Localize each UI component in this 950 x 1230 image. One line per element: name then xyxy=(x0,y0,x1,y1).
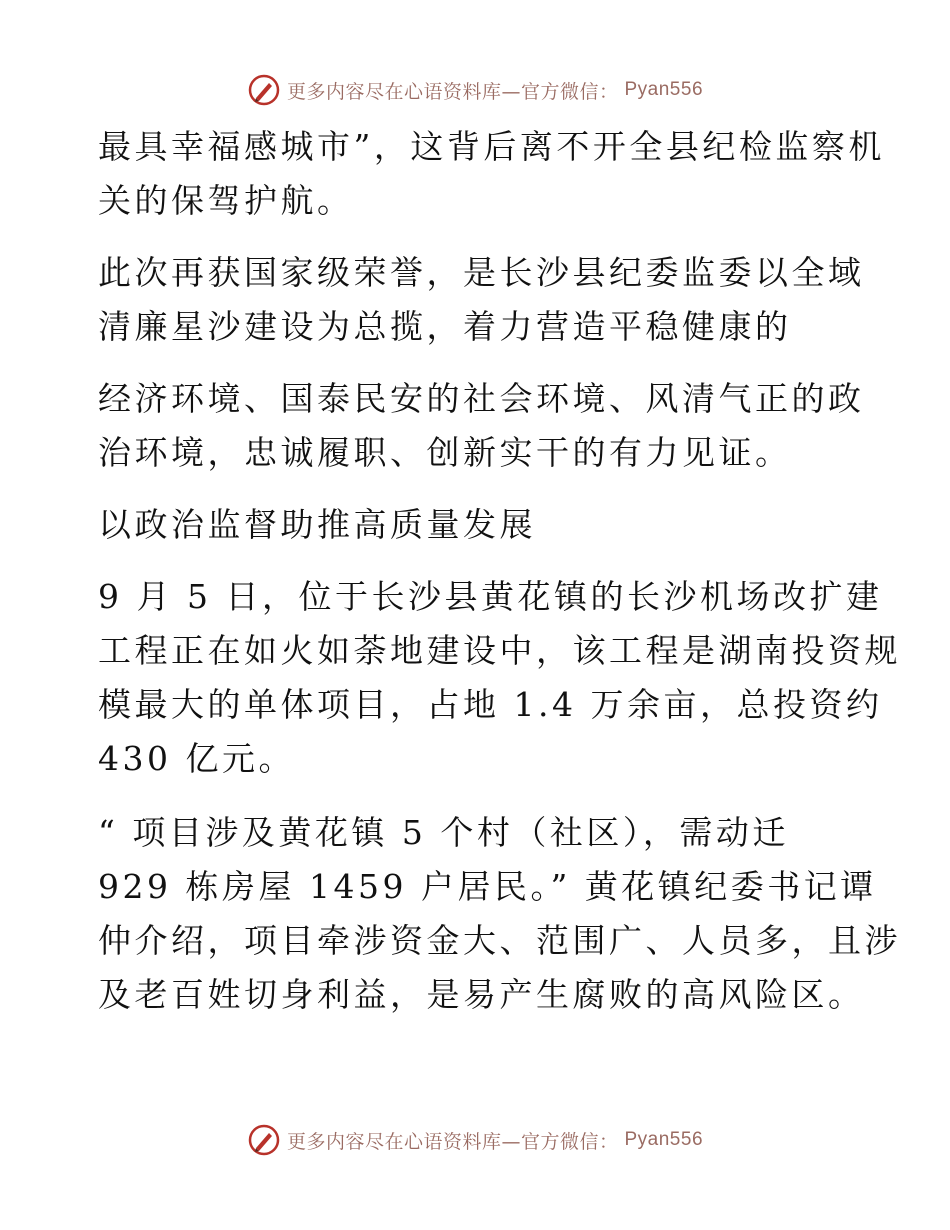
text-line: 模最大的单体项目，占地 1.4 万余亩，总投资约 xyxy=(98,685,883,724)
section-heading xyxy=(98,498,858,552)
text-line: 最具幸福感城市”，这背后离不开全县纪检监察机 xyxy=(98,127,885,166)
text-line: 仲介绍，项目牵涉资金大、范围广、人员多，且涉 xyxy=(98,921,901,960)
paragraph-5 xyxy=(98,806,901,1022)
text-line: 此次再获国家级荣誉，是长沙县纪委监委以全域 xyxy=(98,253,865,292)
pen-logo-icon xyxy=(247,73,281,107)
text-line: 929 栋房屋 1459 户居民。” 黄花镇纪委书记谭 xyxy=(98,867,877,906)
text-line: 9 月 5 日，位于长沙县黄花镇的长沙机场改扩建 xyxy=(98,577,883,616)
text-line: 经济环境、国泰民安的社会环境、风清气正的政 xyxy=(98,379,865,418)
paragraph-3 xyxy=(98,372,865,480)
text-line: 关的保驾护航。 xyxy=(98,181,354,220)
text-line: 清廉星沙建设为总揽，着力营造平稳健康的 xyxy=(98,307,792,346)
paragraph-1 xyxy=(98,120,885,228)
watermark-wechat-id: Pyan556 xyxy=(624,79,704,100)
text-line: 430 亿元。 xyxy=(98,739,295,778)
header-watermark xyxy=(0,70,950,110)
watermark-wechat-id: Pyan556 xyxy=(624,1129,704,1150)
paragraph-2 xyxy=(98,246,865,354)
footer-watermark xyxy=(0,1120,950,1160)
text-line: 治环境，忠诚履职、创新实干的有力见证。 xyxy=(98,433,792,472)
text-line: 工程正在如火如荼地建设中，该工程是湖南投资规 xyxy=(98,631,901,670)
watermark-text: 更多内容尽在心语资料库—官方微信： xyxy=(286,1130,619,1153)
pen-logo-icon xyxy=(247,1123,281,1157)
paragraph-4 xyxy=(98,570,901,786)
text-line: “ 项目涉及黄花镇 5 个村（社区），需动迁 xyxy=(98,813,789,852)
document-body xyxy=(98,120,901,1022)
text-line: 及老百姓切身利益，是易产生腐败的高风险区。 xyxy=(98,975,865,1014)
heading-text: 以政治监督助推高质量发展 xyxy=(98,505,536,544)
watermark-text: 更多内容尽在心语资料库—官方微信： xyxy=(286,80,619,103)
